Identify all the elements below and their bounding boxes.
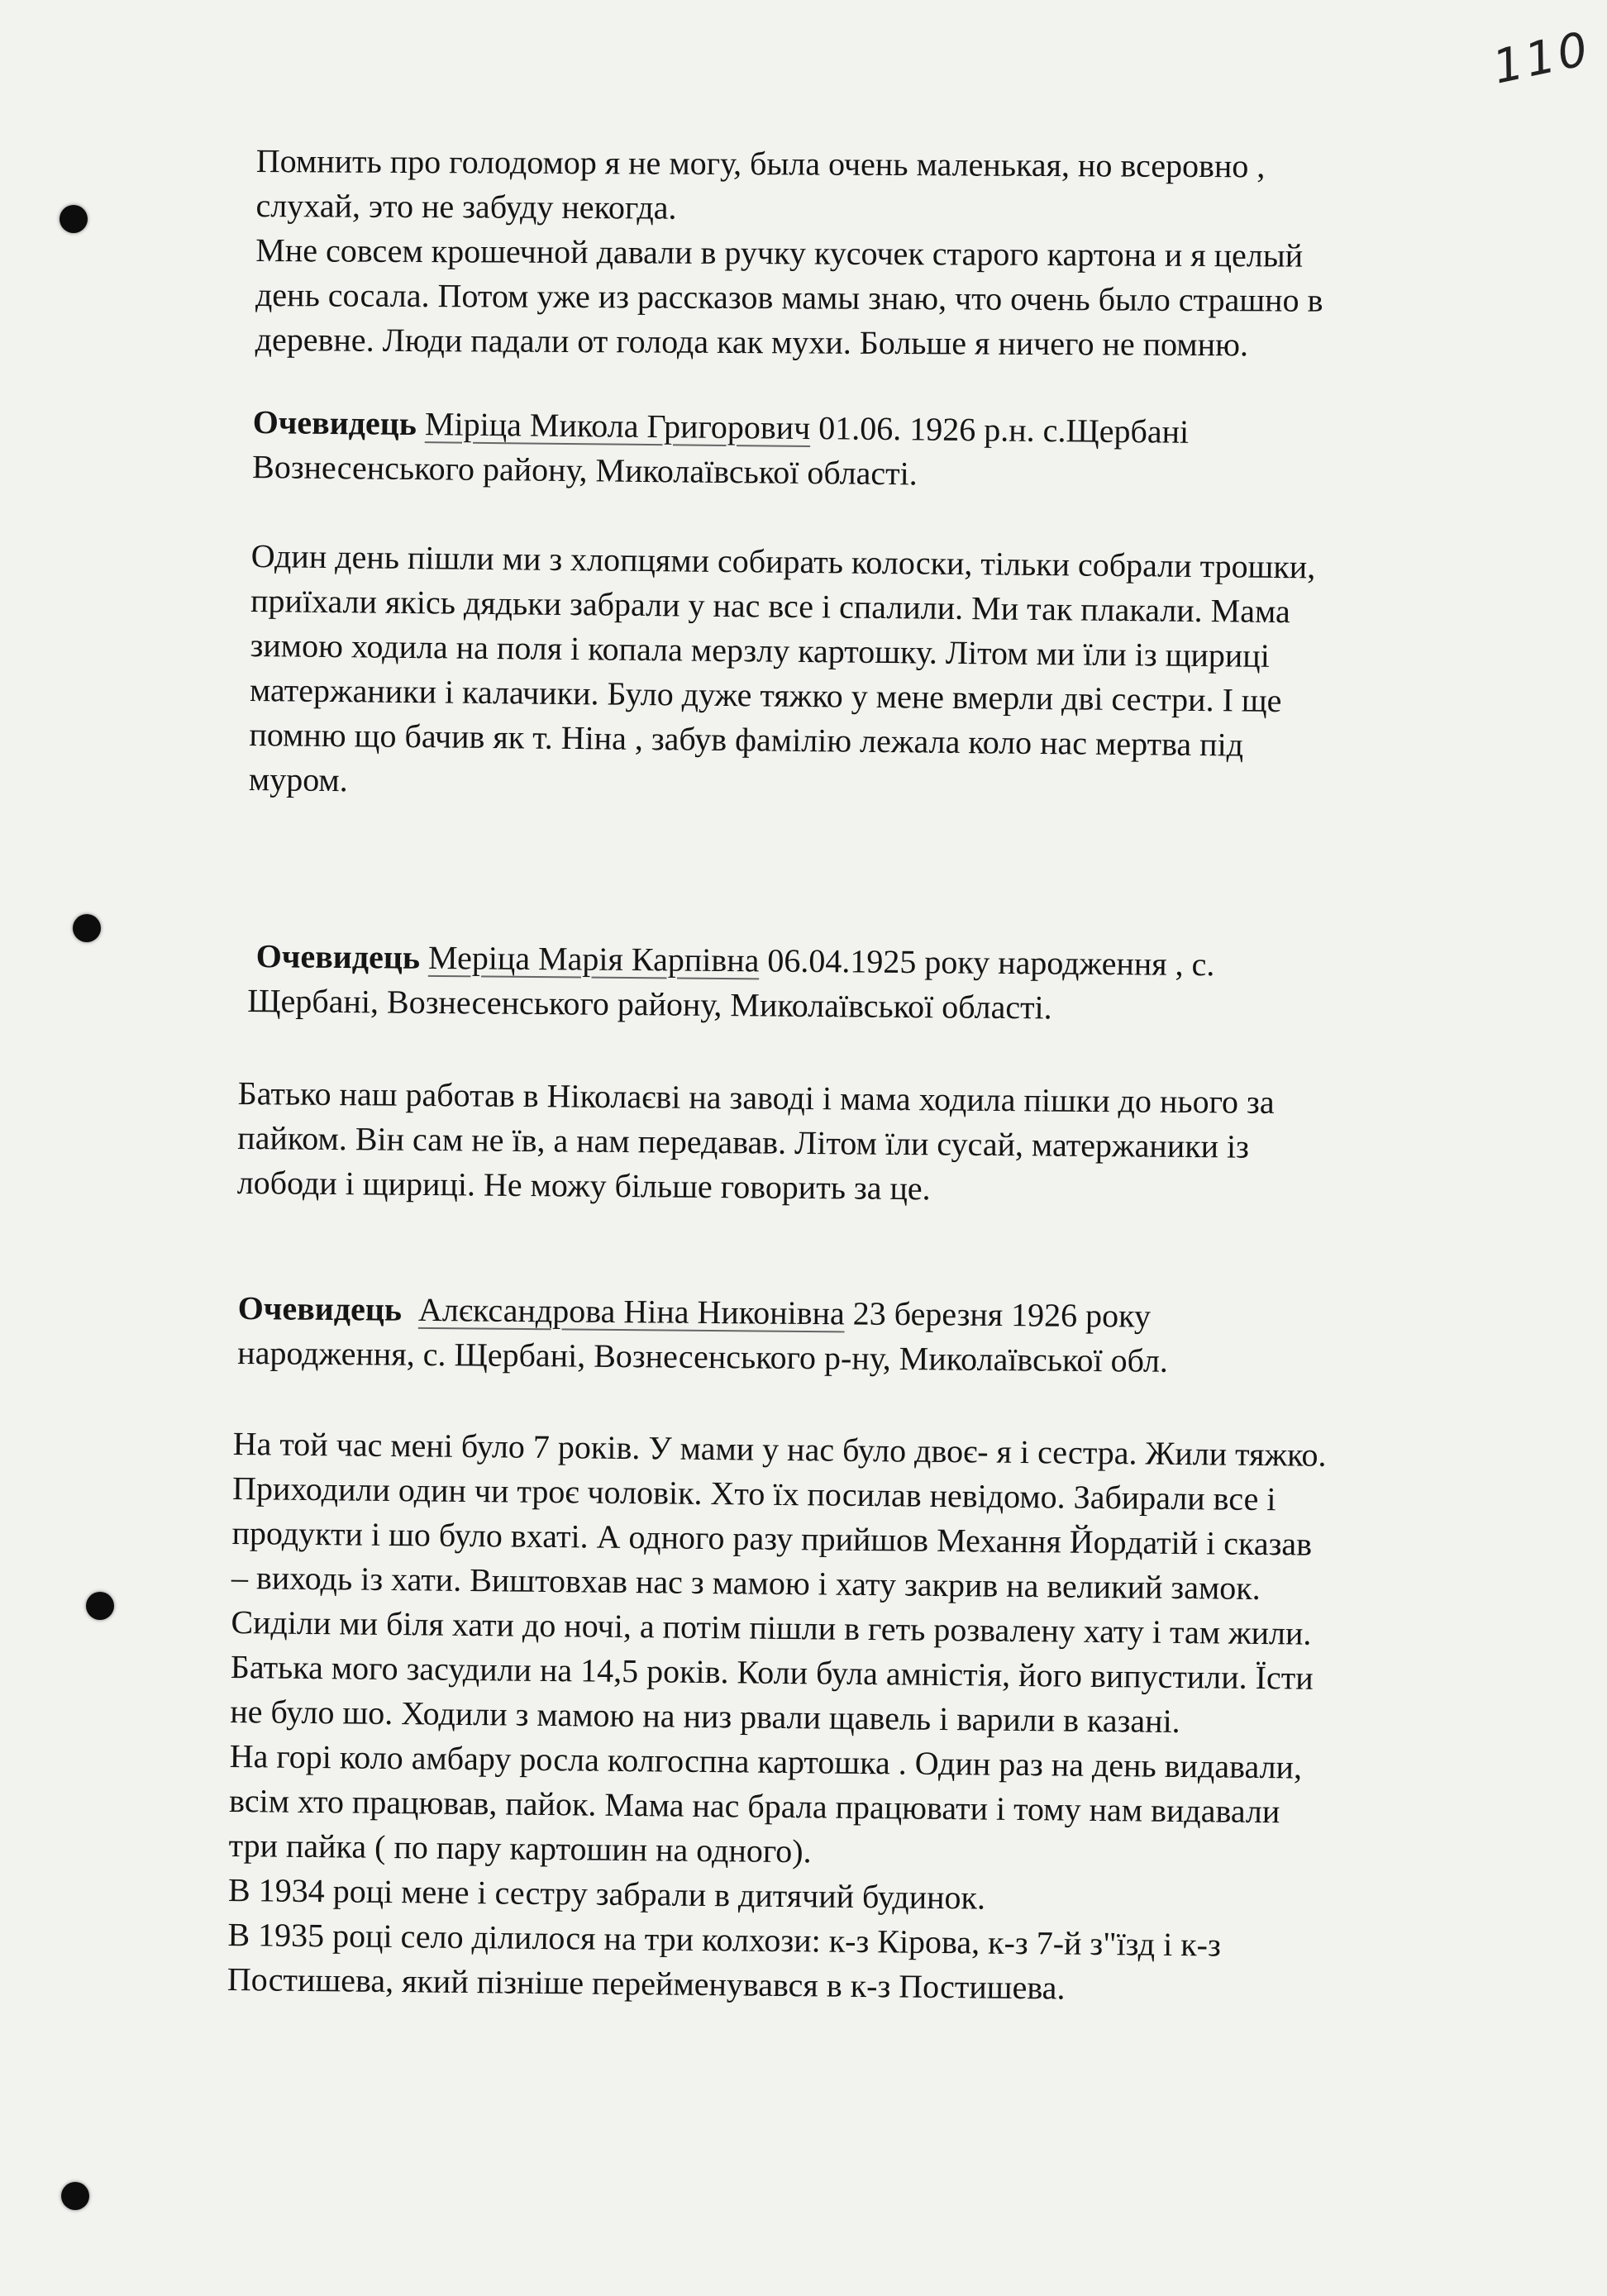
text-line: всім хто працював, пайок. Мама нас брала працювати і тому нам видавали xyxy=(228,1781,1280,1831)
text-line: приїхали якісь дядьки забрали у нас все і спалили. Ми так плакали. Мама xyxy=(250,581,1291,631)
witness-header-line xyxy=(238,1286,1169,1339)
text-line: пайком. Він сам не їв, а нам передавав. Літом їли сусай, матержаники із xyxy=(237,1118,1250,1165)
witness-birth-info: 23 березня 1926 року xyxy=(844,1294,1152,1335)
text-line: Мне совсем крошечной давали в ручку кусочек старого картона и я целый xyxy=(255,231,1304,274)
witness-birth-info: 06.04.1925 року народження , с. xyxy=(759,941,1215,984)
text-line: Помнить про голодомор я не могу, была очень маленькая, но всеровно , xyxy=(255,141,1266,185)
text-line: Приходили один чи троє чоловік. Хто їх посилав невідомо. Забирали все і xyxy=(231,1469,1276,1518)
text-line: слухай, это не забуду некогда. xyxy=(255,186,677,226)
text-line: Один день пішли ми з хлопцями собирать колоски, тільки собрали трошки, xyxy=(250,536,1316,586)
witness-testimony xyxy=(249,534,1316,812)
text-line: не було шо. Ходили з мамою на низ рвали щавель і варили в казані. xyxy=(230,1692,1180,1741)
punch-hole xyxy=(60,205,88,233)
witness-label: Очевидець xyxy=(237,1289,403,1328)
text-line: Постишева, який пізніше перейменувався в к-з Постишева. xyxy=(227,1960,1066,2007)
witness-name: Алєксандрова Ніна Никонівна xyxy=(417,1290,845,1332)
punch-hole xyxy=(86,1592,114,1620)
witness-header xyxy=(237,1286,1169,1384)
punch-hole xyxy=(61,2182,89,2210)
text-line: зимою ходила на поля і копала мерзлу картошку. Літом ми їли із щириці xyxy=(250,626,1271,674)
handwritten-page-number: 110 xyxy=(1488,21,1596,95)
witness-header-line: Вознесенського району, Миколаївської області. xyxy=(251,447,918,493)
text-line: Батька мого засудили на 14,5 років. Коли була амністія, його випустили. Їсти xyxy=(230,1647,1314,1697)
text-line: деревне. Люди падали от голода как мухи. Больше я ничего не помню. xyxy=(255,320,1249,364)
witness-birth-info: 01.06. 1926 р.н. с.Щербані xyxy=(810,409,1190,450)
witness-header xyxy=(247,934,1215,1031)
witness-header-line: Щербані, Вознесенського району, Миколаївської області. xyxy=(247,981,1052,1027)
intro-paragraph xyxy=(255,139,1324,368)
text-line: – виходь із хати. Виштовхав нас з мамою і хату закрив на великий замок. xyxy=(231,1558,1261,1608)
text-line: На горі коло амбару росла колгоспна картошка . Один раз на день видавали, xyxy=(229,1736,1303,1786)
witness-testimony xyxy=(227,1422,1327,2013)
text-line: муром. xyxy=(248,760,348,799)
witness-header xyxy=(252,400,1190,499)
witness-name: Міріца Микола Григорович xyxy=(424,405,811,447)
text-line: лободи і щириці. Не можу більше говорить за це. xyxy=(236,1163,931,1208)
witness-testimony xyxy=(237,1071,1275,1214)
text-line: помню що бачив як т. Ніна , забув фамілію лежала коло нас мертва під xyxy=(249,715,1244,764)
text-line: продукти і шо було вхаті. А одного разу прийшов Механня Йордатій і сказав xyxy=(231,1513,1313,1563)
text-line: Батько наш работав в Ніколаєві на заводі і мама ходила пішки до нього за xyxy=(237,1074,1275,1121)
witness-name: Меріца Марія Карпівна xyxy=(427,938,760,979)
punch-hole xyxy=(73,914,101,942)
text-line: В 1934 році мене і сестру забрали в дитячий будинок. xyxy=(227,1870,986,1917)
text-line: В 1935 році село ділилося на три колхози: к-з Кірова, к-з 7-й з"їзд і к-з xyxy=(227,1915,1222,1964)
text-line: На той час мені було 7 років. У мами у нас було двоє- я і сестра. Жили тяжко. xyxy=(232,1424,1327,1474)
witness-label: Очевидець xyxy=(252,403,417,443)
witness-header-line: народження, с. Щербані, Вознесенського р-ну, Миколаївської обл. xyxy=(237,1333,1169,1379)
witness-label: Очевидець xyxy=(255,937,421,976)
text-line: день сосала. Потом уже из рассказов мамы знаю, что очень было страшно в xyxy=(255,275,1323,319)
text-line: три пайка ( по пару картошин на одного). xyxy=(228,1826,812,1870)
text-line: Сиділи ми біля хати до ночі, а потім пішли в геть розвалену хату і там жили. xyxy=(231,1603,1312,1652)
text-line: матержаники і калачики. Було дуже тяжко у мене вмерли дві сестри. І ще xyxy=(249,670,1282,720)
